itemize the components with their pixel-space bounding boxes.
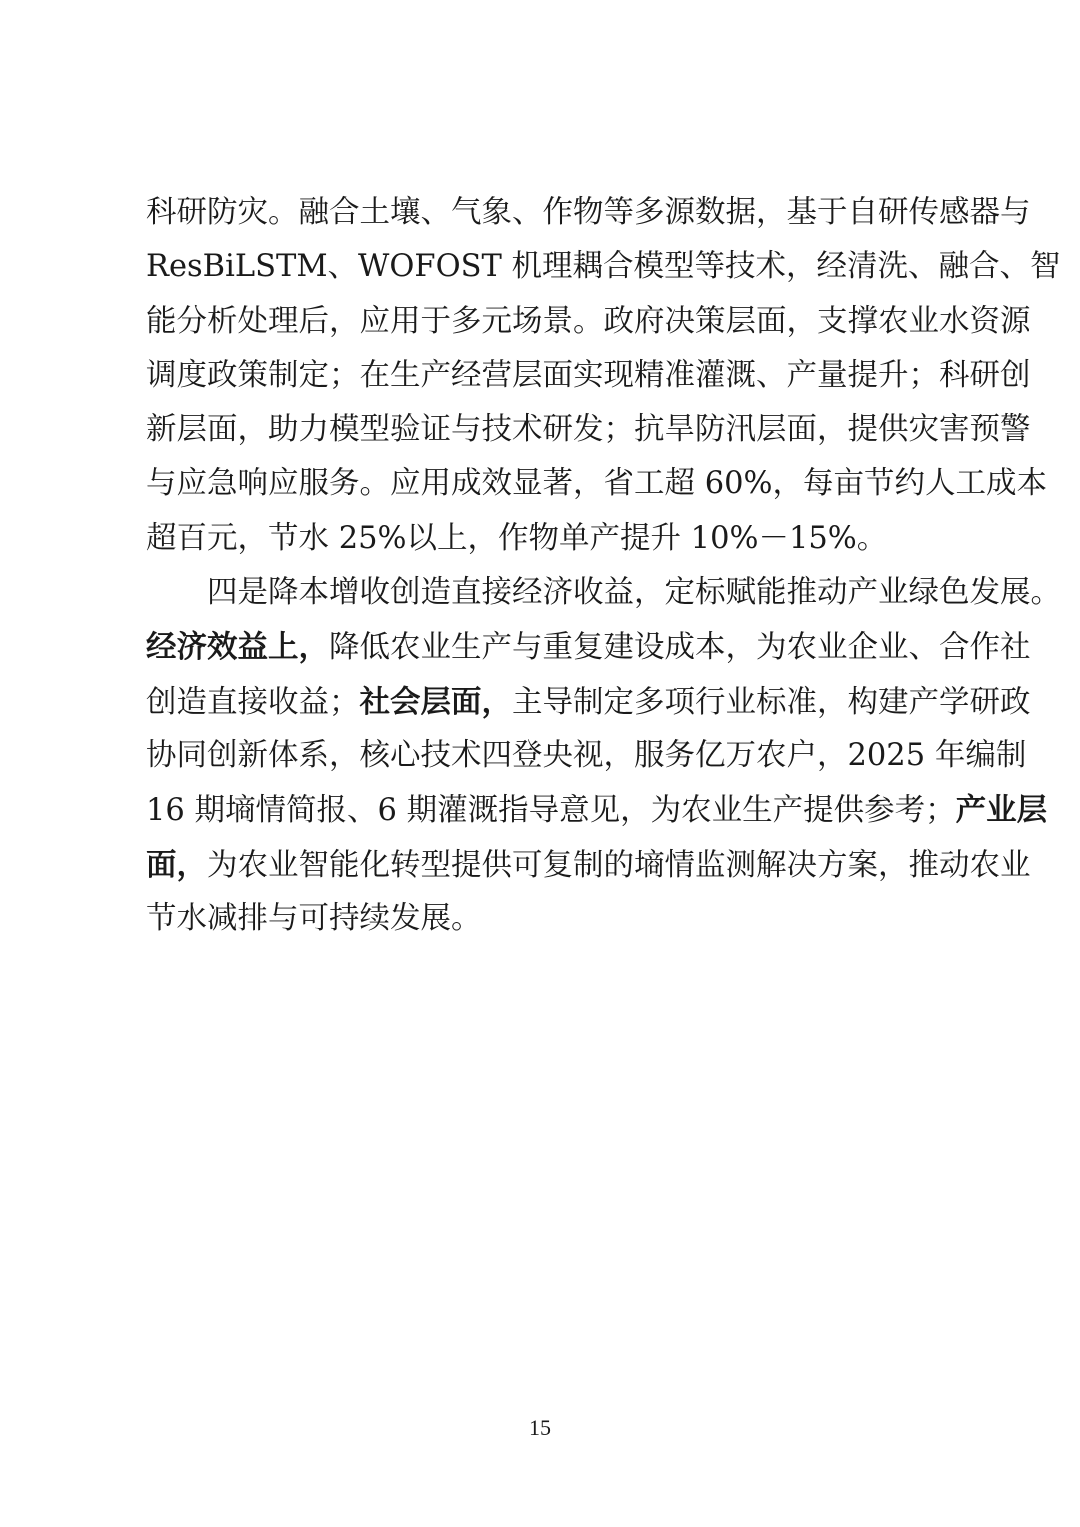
text-line xyxy=(146,295,1031,349)
text-line xyxy=(146,186,1031,240)
text-segment: 超百元，节水 25%以上，作物单产提升 10%－15%。 xyxy=(146,520,888,556)
text-segment: 16 期墒情简报、6 期灌溉指导意见，为农业生产提供参考； xyxy=(146,793,956,829)
text-line xyxy=(146,512,941,566)
bold-lead-economic: 经济效益上， xyxy=(146,629,329,666)
text-segment: 四是降本增收创造直接经济收益，定标赋能推动产业绿色发展。 xyxy=(207,575,1061,611)
text-segment: 科研防灾。融合土壤、气象、作物等多源数据，基于自研传感器与 xyxy=(146,195,1031,230)
text-line xyxy=(146,403,1031,457)
text-line xyxy=(146,349,1031,403)
text-line xyxy=(146,729,1027,783)
text-segment: 为农业智能化转型提供可复制的墒情监测解决方案，推动农业 xyxy=(207,847,1031,883)
text-segment: 节水减排与可持续发展。 xyxy=(146,900,482,936)
text-line xyxy=(146,675,1031,729)
text-line xyxy=(146,457,1047,511)
page-number: 15 xyxy=(529,1415,551,1440)
paragraph-heading-line xyxy=(146,566,1061,620)
body-text xyxy=(146,186,1061,946)
bold-lead-social: 社会层面， xyxy=(359,683,512,720)
text-segment: 协同创新体系，核心技术四登央视，服务亿万农户，2025 年编制 xyxy=(146,737,1027,773)
text-segment: ResBiLSTM、WOFOST 机理耦合模型等技术，经清洗、融合、智 xyxy=(146,249,1061,285)
text-segment: 降低农业生产与重复建设成本，为农业企业、合作社 xyxy=(329,630,1031,666)
text-line xyxy=(146,838,1031,892)
text-line xyxy=(146,240,1061,294)
bold-lead-industry-cont: 面， xyxy=(146,846,207,883)
text-line xyxy=(146,620,1031,674)
text-line xyxy=(146,892,941,946)
text-segment: 与应急响应服务。应用成效显著，省工超 60%，每亩节约人工成本 xyxy=(146,466,1047,502)
text-segment: 能分析处理后，应用于多元场景。政府决策层面，支撑农业水资源 xyxy=(146,303,1031,339)
text-segment: 创造直接收益； xyxy=(146,684,360,720)
text-segment: 新层面，助力模型验证与技术研发；抗旱防汛层面，提供灾害预警 xyxy=(146,412,1031,448)
bold-lead-industry: 产业层 xyxy=(955,792,1048,829)
text-segment: 调度政策制定；在生产经营层面实现精准灌溉、产量提升；科研创 xyxy=(146,357,1031,393)
text-segment: 主导制定多项行业标准，构建产学研政 xyxy=(512,684,1031,720)
text-line xyxy=(146,783,1048,837)
